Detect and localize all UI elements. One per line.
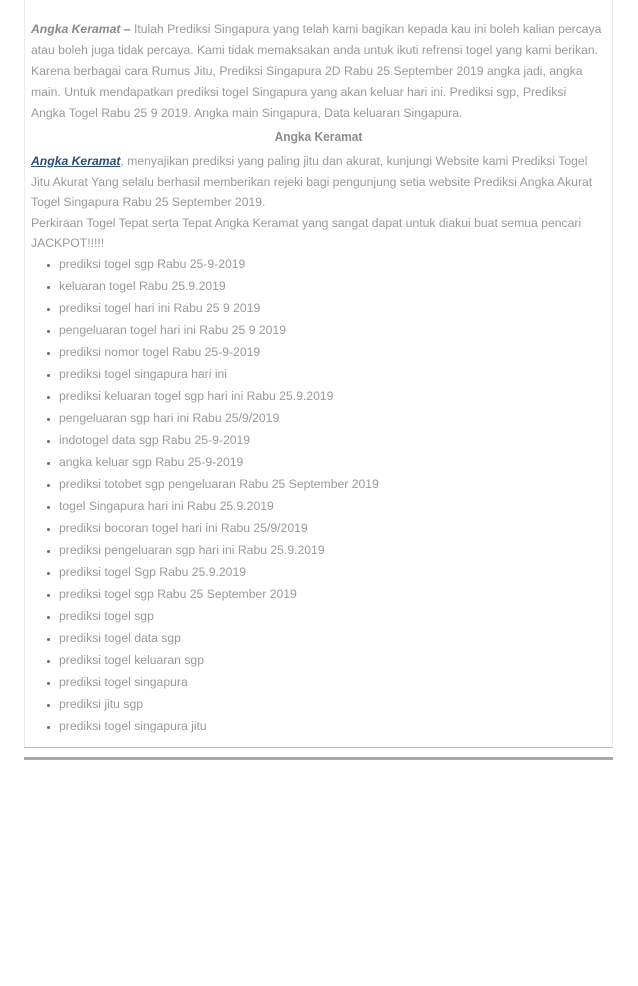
keyword-list-item: • prediksi bocoran togel hari ini Rabu 25/9/2019 xyxy=(59,518,619,540)
keyword-list-item: • prediksi totobet sgp pengeluaran Rabu 25 September 2019 xyxy=(59,474,619,496)
keyword-list-item: • prediksi togel sgp Rabu 25-9-2019 xyxy=(59,254,619,276)
angka-keramat-link[interactable]: Angka Keramat xyxy=(31,154,121,168)
keyword-list xyxy=(31,254,619,738)
keyword-list-item: • prediksi jitu sgp xyxy=(59,694,619,716)
intro-paragraph xyxy=(31,19,603,124)
keyword-list-item: • indotogel data sgp Rabu 25-9-2019 xyxy=(59,430,619,452)
intro-text: Itulah Prediksi Singapura yang telah kami bagikan kepada kau ini boleh kalian percaya atau boleh juga tidak percaya. Kami tidak memaksakan anda untuk ikuti refrensi togel yang kami berikan. Karena berbagai cara Rumus Jitu, Prediksi Singapura 2D Rabu 25 September 2019 angka jadi, angka main. Untuk mendapatkan prediksi togel Singapura yang akan keluar hari ini. Prediksi sgp, Prediksi Angka Togel Rabu 25 9 2019. Angka main Singapura, Data keluaran Singapura. xyxy=(31,22,602,120)
keyword-list-item: • prediksi togel sgp Rabu 25 September 2019 xyxy=(59,584,619,606)
keyword-list-item: • prediksi togel data sgp xyxy=(59,628,619,650)
keyword-list-item: • prediksi togel keluaran sgp xyxy=(59,650,619,672)
keyword-list-item: • keluaran togel Rabu 25.9.2019 xyxy=(59,276,619,298)
keyword-list-item: • prediksi togel singapura xyxy=(59,672,619,694)
jackpot-text: Perkiraan Togel Tepat serta Tepat Angka Keramat yang sangat dapat untuk diakui buat semua pencari JACKPOT!!!!! xyxy=(31,215,582,250)
divider-line xyxy=(24,747,613,748)
keyword-list-item: • prediksi keluaran togel sgp hari ini Rabu 25.9.2019 xyxy=(59,386,619,408)
keyword-list-item: • prediksi togel hari ini Rabu 25 9 2019 xyxy=(59,298,619,320)
keyword-list-item: • prediksi togel Sgp Rabu 25.9.2019 xyxy=(59,562,619,584)
keyword-list-item: • prediksi togel sgp xyxy=(59,606,619,628)
intro-lead: Angka Keramat – xyxy=(31,22,131,36)
keyword-list-item: • prediksi pengeluaran sgp hari ini Rabu 25.9.2019 xyxy=(59,540,619,562)
keyword-list-item: • prediksi nomor togel Rabu 25-9-2019 xyxy=(59,342,619,364)
keyword-list-item: • angka keluar sgp Rabu 25-9-2019 xyxy=(59,452,619,474)
description-text: , menyajikan prediksi yang paling jitu dan akurat, kunjungi Website kami Prediksi Togel Jitu Akurat Yang selalu berhasil memberikan rejeki bagi pengunjung setia website Prediksi Angka Akurat Togel Singapura Rabu 25 September 2019. xyxy=(31,154,593,209)
keyword-list-item: • prediksi togel singapura hari ini xyxy=(59,364,619,386)
keyword-list-item: • pengeluaran sgp hari ini Rabu 25/9/2019 xyxy=(59,408,619,430)
description-block xyxy=(31,151,603,254)
keyword-list-item: • pengeluaran togel hari ini Rabu 25 9 2019 xyxy=(59,320,619,342)
keyword-list-item: • togel Singapura hari ini Rabu 25.9.2019 xyxy=(59,496,619,518)
section-heading: Angka Keramat xyxy=(274,129,363,144)
keyword-list-item: • prediksi togel singapura jitu xyxy=(59,716,619,738)
divider-bar xyxy=(24,757,613,760)
